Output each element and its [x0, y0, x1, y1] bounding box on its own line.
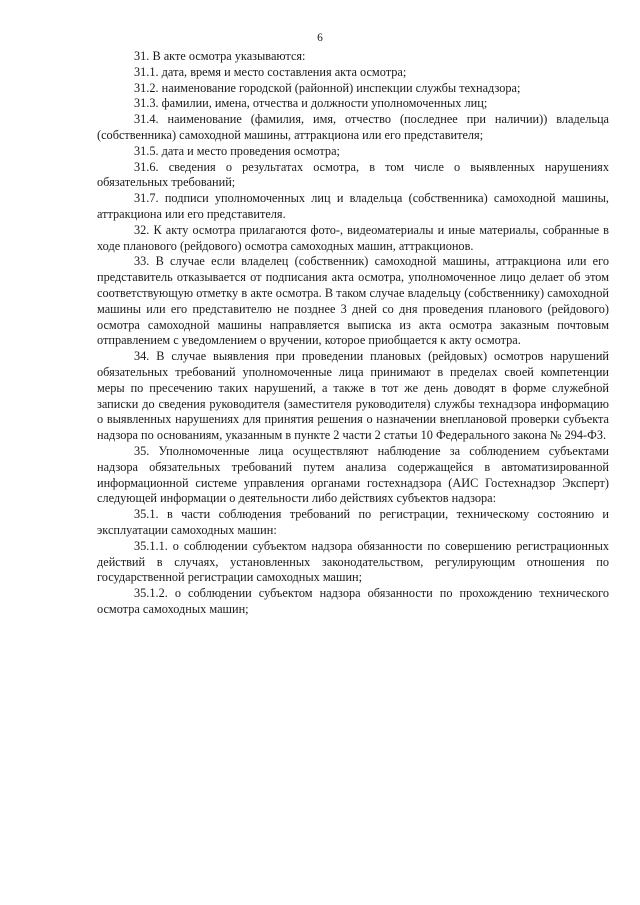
paragraph-31-2: 31.2. наименование городской (районной) инспекции службы технадзора; — [134, 80, 521, 95]
paragraph-31-5: 31.5. дата и место проведения осмотра; — [134, 143, 340, 158]
paragraph-35-1-2: 35.1.2. о соблюдении субъектом надзора обязанности по прохождению технического осмотра самоходных машин; — [97, 586, 609, 616]
paragraph-31-4: 31.4. наименование (фамилия, имя, отчество (последнее при наличии)) владельца (собственника) самоходной машины, аттракциона или его представителя; — [97, 112, 609, 142]
paragraph-31-3: 31.3. фамилии, имена, отчества и должности уполномоченных лиц; — [134, 96, 488, 111]
paragraph-32: 32. К акту осмотра прилагаются фото-, видеоматериалы и иные материалы, собранные в ходе планового (рейдового) осмотра самоходных машин, аттракционов. — [97, 222, 609, 253]
document-body — [97, 49, 609, 618]
paragraph-35-1: 35.1. в части соблюдения требований по регистрации, техническому состоянию и эксплуатации самоходных машин: — [97, 507, 609, 537]
paragraph-31-6: 31.6. сведения о результатах осмотра, в том числе о выявленных нарушениях обязательных требований; — [97, 159, 609, 190]
paragraph-33: 33. В случае если владелец (собственник) самоходной машины, аттракциона или его представитель отказывается от подписания акта осмотра, уполномоченное лицо делает об этом соответствующую отметку в акте осмотра. В таком случае владельцу (собственнику) самоходной машины или его представителю не позднее 3 дней со дня проведения планового (рейдового) осмотра самоходной машины направляется выписка из акта осмотра заказным почтовым отправлением с уведомлением о вручении, которое приобщается к акту осмотра. — [97, 254, 609, 348]
paragraph-31-1: 31.1. дата, время и место составления акта осмотра; — [134, 64, 407, 79]
paragraph-34: 34. В случае выявления при проведении плановых (рейдовых) осмотров нарушений обязательных требований уполномоченные лица принимают в пределах своей компетенции меры по пресечению таких нарушений, а также в тот же день доводят в форме служебной записки до сведения руководителя (заместителя руководителя) службы технадзора информацию о выявленных нарушениях для принятия решения о назначении внеплановой проверки субъекта надзора по основаниям, указанным в пункте 2 части 2 статьи 10 Федерального закона № 294-ФЗ. — [97, 349, 609, 443]
paragraph-35-1-1: 35.1.1. о соблюдении субъектом надзора обязанности по совершению регистрационных действий в случаях, установленных законодательством, регулирующим отношения по государственной регистрации самоходных машин; — [97, 538, 609, 585]
page-number: 6 — [317, 32, 323, 44]
paragraph-35: 35. Уполномоченные лица осуществляют наблюдение за соблюдением субъектами надзора обязательных требований путем анализа содержащейся в автоматизированной информационной системе управления органами гостехнадзора (АИС Гостехнадзор Эксперт) следующей информации о деятельности либо действиях субъектов надзора: — [97, 443, 609, 506]
paragraph-31-7: 31.7. подписи уполномоченных лиц и владельца (собственника) самоходной машины, аттракциона или его представителя. — [97, 191, 609, 221]
paragraph-31: 31. В акте осмотра указываются: — [134, 49, 306, 63]
